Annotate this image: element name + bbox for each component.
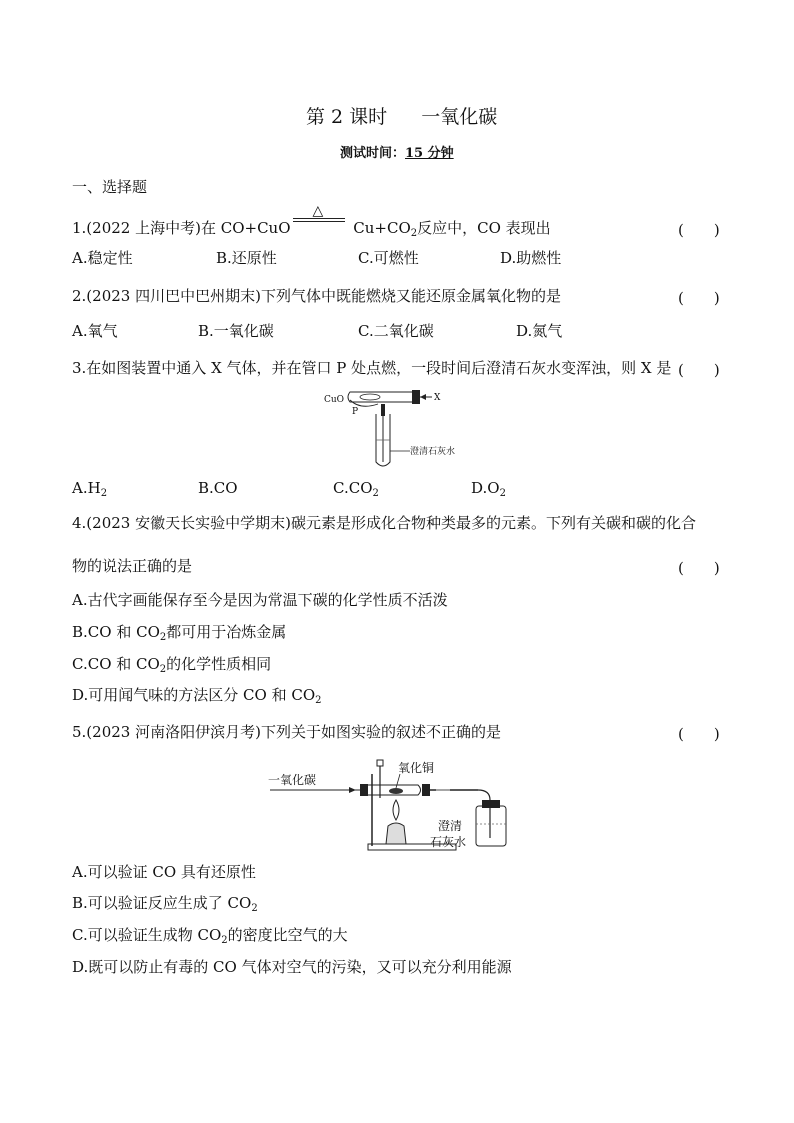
question-1-stem bbox=[72, 203, 551, 239]
bottle bbox=[476, 806, 506, 846]
q1-suffix: 反应中，CO 表现出 bbox=[417, 219, 551, 237]
q4-option-a[interactable]: A.古代字画能保存至今是因为常温下碳的化学性质不活泼 bbox=[72, 591, 448, 609]
q1-option-a[interactable]: A.稳定性 bbox=[72, 249, 133, 267]
q1-product-sub: 2 bbox=[410, 228, 418, 239]
q5-option-b[interactable]: B.可以验证反应生成了 $CO_2$ bbox=[72, 894, 258, 914]
q2-option-b[interactable]: B.一氧化碳 bbox=[198, 322, 274, 340]
test-time-label: 测试时间： bbox=[340, 146, 406, 161]
page-title bbox=[306, 106, 497, 128]
q4-option-d[interactable]: D.可用闻气味的方法区分 CO 和 $CO_2$ bbox=[72, 686, 322, 706]
cuo-label: CuO bbox=[324, 395, 345, 405]
question-3-stem: 3.在如图装置中通入 X 气体，并在管口 P 处点燃，一段时间后澄清石灰水变浑浊，则 X 是 bbox=[72, 359, 672, 377]
stopper bbox=[412, 390, 420, 404]
answer-blank-q3[interactable]: ( ) bbox=[678, 361, 720, 379]
co-inlet-label: 一氧化碳 bbox=[268, 773, 317, 787]
reaction-equals-line-2 bbox=[293, 221, 345, 222]
answer-blank-q2[interactable]: ( ) bbox=[678, 289, 720, 307]
q1-option-b[interactable]: B.还原性 bbox=[216, 249, 277, 267]
question-4-stem-line-2: 物的说法正确的是 bbox=[72, 557, 193, 575]
answer-blank-q4[interactable]: ( ) bbox=[678, 559, 720, 577]
outlet-tube bbox=[350, 400, 378, 406]
q2-option-c[interactable]: C.二氧化碳 bbox=[358, 322, 434, 340]
co-inlet-arrow bbox=[349, 787, 356, 793]
gas-inlet-arrow bbox=[420, 394, 426, 400]
section-heading: 一、选择题 bbox=[72, 178, 148, 196]
q1-prefix: 1.(2022 上海中考)在 CO+CuO bbox=[72, 219, 291, 237]
q4-option-b[interactable]: B.CO 和 $CO_2$都可用于冶炼金属 bbox=[72, 623, 287, 643]
question-4-stem-line-1: 4.(2023 安徽天长实验中学期末)碳元素是形成化合物种类最多的元素。下列有关碳和碳的化合 bbox=[72, 514, 696, 532]
test-time bbox=[340, 146, 454, 162]
q3-apparatus-figure bbox=[320, 386, 490, 470]
q4-option-c[interactable]: C.CO 和 $CO_2$的化学性质相同 bbox=[72, 655, 272, 675]
heat-symbol: △ bbox=[312, 203, 324, 219]
copper-oxide-pointer bbox=[396, 774, 400, 788]
q1-product: Cu+CO bbox=[348, 219, 411, 237]
limewater-label-line-1: 澄清 bbox=[438, 819, 463, 833]
reaction-condition bbox=[291, 203, 349, 237]
p-label: P bbox=[352, 407, 359, 417]
reaction-equals-line bbox=[293, 218, 345, 219]
q3-option-d[interactable]: $D.O_2$ bbox=[471, 479, 506, 499]
limewater-label-line-2: 石灰水 bbox=[430, 835, 467, 849]
limewater-label: 澄清石灰水 bbox=[410, 447, 456, 457]
lesson-topic: 一氧化碳 bbox=[421, 106, 498, 128]
q2-option-d[interactable]: D.氮气 bbox=[516, 322, 563, 340]
q2-option-a[interactable]: A.氧气 bbox=[72, 322, 118, 340]
q5-option-c[interactable]: C.可以验证生成物 $CO_2$的密度比空气的大 bbox=[72, 926, 348, 946]
q3-option-b[interactable]: B.CO bbox=[198, 479, 238, 497]
q3-option-a[interactable]: $A.H_2$ bbox=[72, 479, 108, 499]
test-time-value: 15 分钟 bbox=[405, 146, 454, 161]
q5-option-a[interactable]: A.可以验证 CO 具有还原性 bbox=[72, 863, 256, 881]
copper-oxide-sample bbox=[389, 788, 403, 794]
lesson-number: 第 2 课时 bbox=[306, 106, 388, 128]
spirit-lamp bbox=[386, 823, 406, 844]
right-stopper bbox=[422, 784, 430, 796]
q1-option-c[interactable]: C.可燃性 bbox=[358, 249, 419, 267]
horizontal-tube bbox=[348, 392, 416, 402]
question-2-stem: 2.(2023 四川巴中巴州期末)下列气体中既能燃烧又能还原金属氧化物的是 bbox=[72, 287, 561, 305]
delivery-pipe bbox=[478, 790, 490, 838]
q5-apparatus-figure bbox=[268, 752, 512, 854]
question-5-stem: 5.(2023 河南洛阳伊滨月考)下列关于如图实验的叙述不正确的是 bbox=[72, 723, 501, 741]
clamp-knob bbox=[377, 760, 383, 766]
q5-option-d[interactable]: D.既可以防止有毒的 CO 气体对空气的污染，又可以充分利用能源 bbox=[72, 958, 512, 976]
q1-option-d[interactable]: D.助燃性 bbox=[500, 249, 562, 267]
lamp-flame bbox=[393, 800, 399, 820]
x-gas-label: X bbox=[434, 393, 441, 403]
vertical-connector bbox=[381, 404, 385, 416]
answer-blank-q1[interactable]: ( ) bbox=[678, 221, 720, 239]
bottle-neck bbox=[482, 800, 500, 808]
answer-blank-q5[interactable]: ( ) bbox=[678, 725, 720, 743]
copper-oxide-label: 氧化铜 bbox=[398, 761, 435, 775]
left-stopper bbox=[360, 784, 368, 796]
q3-option-c[interactable]: $C.CO_2$ bbox=[333, 479, 379, 499]
